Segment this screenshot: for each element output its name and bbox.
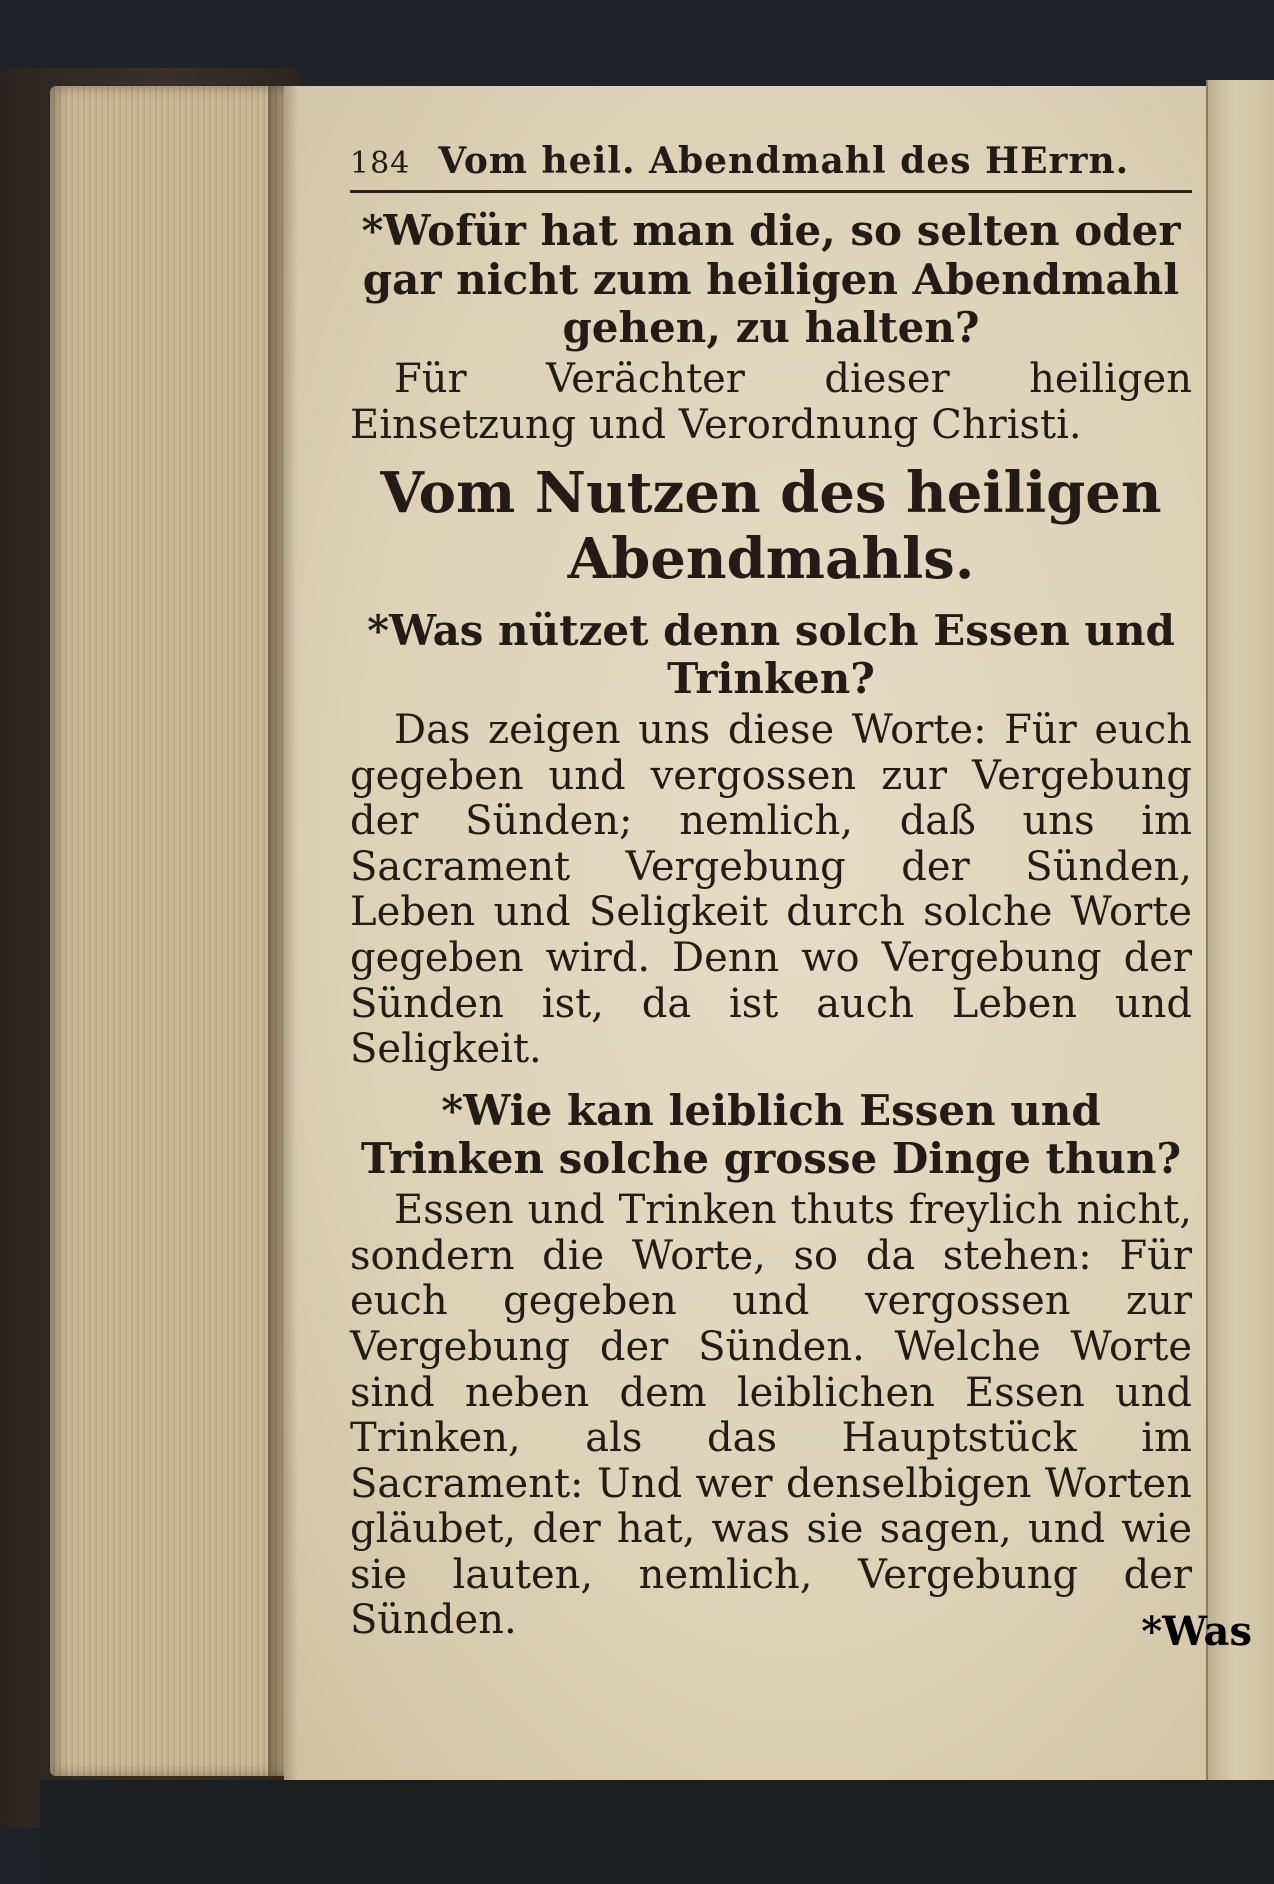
facing-page-edge xyxy=(1206,80,1274,1790)
answer-text: Für Verächter dieser heiligen Einsetzung und Verordnung Christi. xyxy=(350,356,1192,448)
running-title: Vom heil. Abendmahl des HErrn. xyxy=(438,140,1130,182)
page-edges xyxy=(50,86,296,1776)
question-text: *Wie kan leiblich Essen und Trinken solche grosse Dinge thun? xyxy=(360,1085,1182,1184)
answer-text: Das zeigen uns diese Worte: Für euch gegeben und vergossen zur Vergebung der Sünden; nemlich, daß uns im Sacrament Vergebung der Sünden, Leben und Seligkeit durch solche Worte gegeben wird. Denn wo Vergebung der Sünden ist, da ist auch Leben und Seligkeit. xyxy=(350,706,1192,1073)
catchword: *Was xyxy=(1141,1608,1252,1655)
answer-text: Essen und Trinken thuts freylich nicht, sondern die Worte, so da stehen: Für euch gegeben und vergossen zur Vergebung der Sünden. Welche Worte sind neben dem leiblichen Essen und Trinken, als das Hauptstück im Sacrament: Und wer denselbigen Worten gläubet, der hat, was sie sagen, und wie sie lauten, nemlich, Vergebung der Sünden. xyxy=(350,1187,1192,1644)
page-text xyxy=(350,140,1192,1644)
background-shadow xyxy=(40,1780,1274,1884)
section-heading: Vom Nutzen des heiligen Abendmahls. xyxy=(380,460,1162,593)
running-header xyxy=(350,140,1192,193)
question-text: *Wofür hat man die, so selten oder gar nicht zum heiligen Abendmahl gehen, zu halten? xyxy=(361,206,1181,353)
page-gutter xyxy=(268,86,298,1786)
question-text: *Was nützet denn solch Essen und Trinken? xyxy=(367,605,1175,704)
page-number: 184 xyxy=(350,146,411,181)
